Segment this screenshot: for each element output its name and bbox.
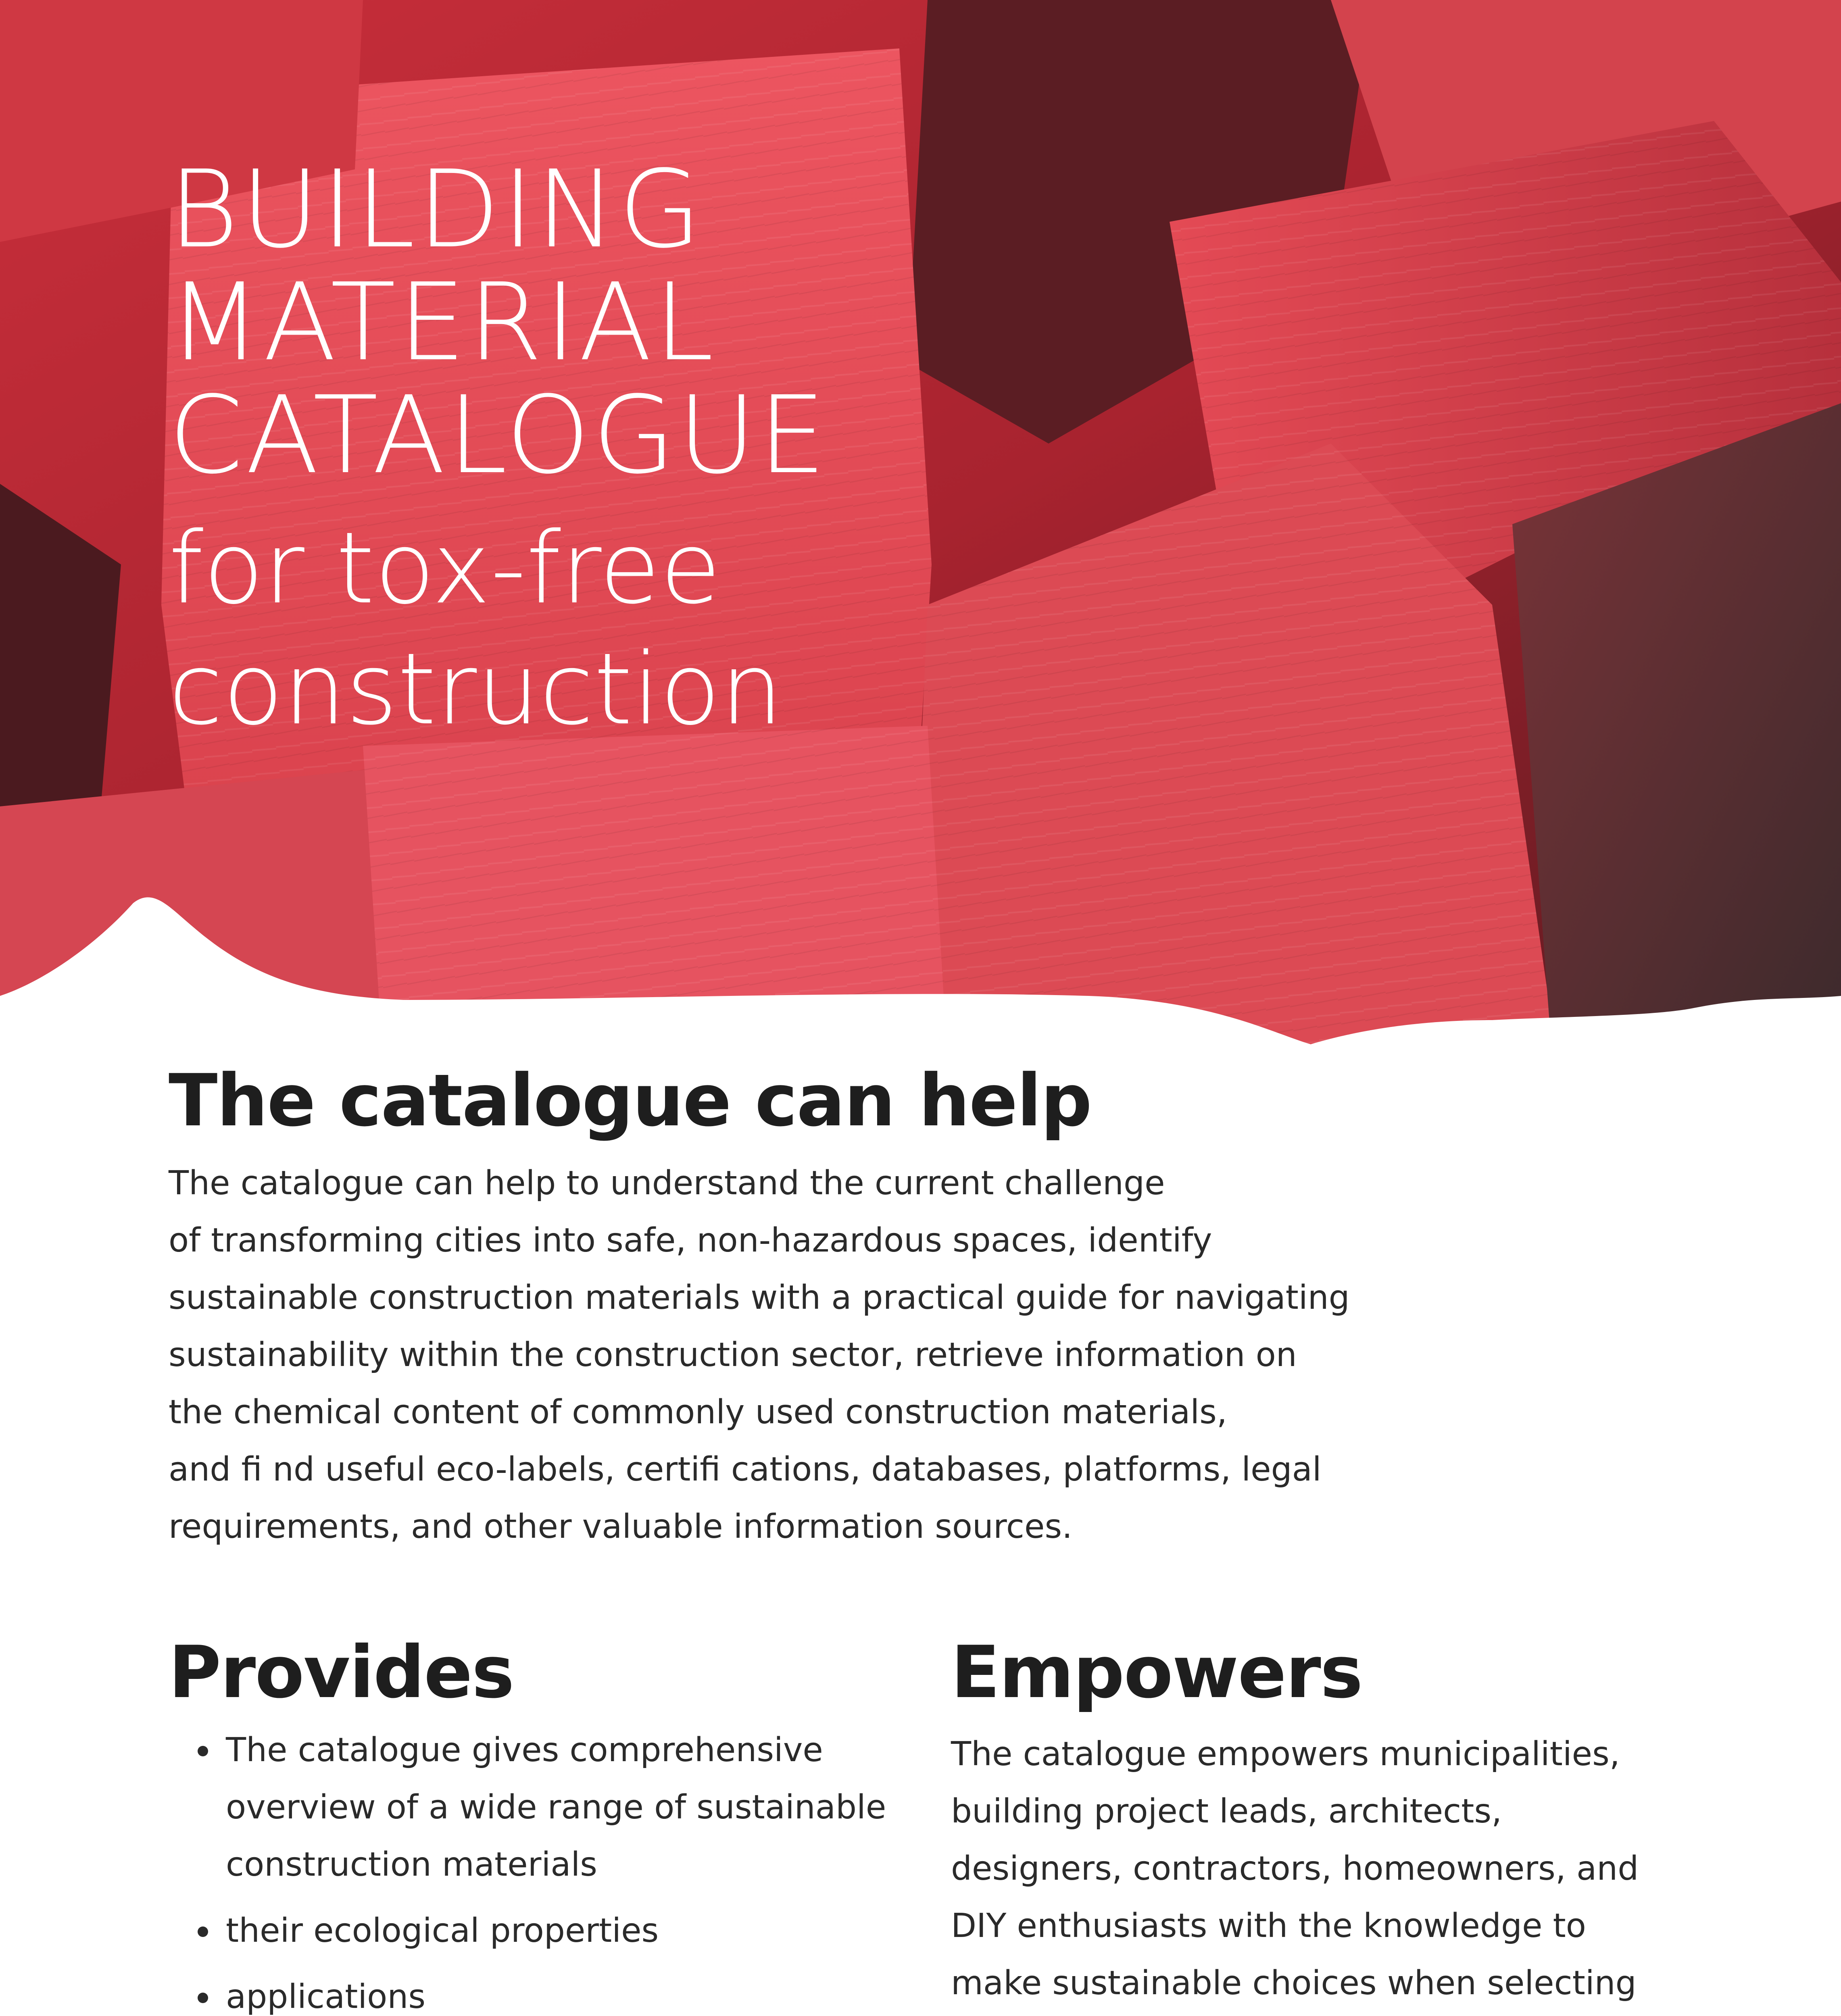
empowers-line: building project leads, architects, bbox=[951, 1792, 1502, 1831]
title-line: BUILDING bbox=[169, 148, 704, 272]
help-line: The catalogue can help to understand the current challenge bbox=[169, 1164, 1165, 1202]
hero-subtitle bbox=[169, 508, 828, 750]
empowers-line: DIY enthusiasts with the knowledge to bbox=[951, 1907, 1586, 1945]
provides-item: their ecological properties bbox=[194, 1902, 887, 1960]
help-paragraph bbox=[169, 1155, 1350, 1556]
provides-item: applications bbox=[194, 1968, 887, 2016]
help-line: requirements, and other valuable information sources. bbox=[169, 1508, 1073, 1546]
provides-heading: Provides bbox=[169, 1631, 514, 1714]
help-line: sustainable construction materials with a practical guide for navigating bbox=[169, 1279, 1350, 1317]
help-heading: The catalogue can help bbox=[169, 1059, 1091, 1142]
title-line: MATERIAL bbox=[169, 260, 716, 385]
empowers-heading: Empowers bbox=[951, 1631, 1362, 1714]
empowers-line: The catalogue empowers municipalities, bbox=[951, 1735, 1620, 1773]
provides-list bbox=[194, 1722, 887, 2016]
help-line: of transforming cities into safe, non-hazardous spaces, identify bbox=[169, 1221, 1212, 1260]
empowers-line bbox=[951, 2012, 1639, 2016]
title-line: CATALOGUE bbox=[169, 373, 828, 498]
empowers-paragraph bbox=[951, 1726, 1639, 2016]
help-line: the chemical content of commonly used construction materials, bbox=[169, 1393, 1227, 1431]
empowers-line: make sustainable choices when selecting bbox=[951, 1964, 1637, 2002]
subtitle-line: for tox-free bbox=[169, 511, 721, 626]
empowers-line: designers, contractors, homeowners, and bbox=[951, 1849, 1639, 1888]
help-line: and fi nd useful eco-labels, certifi cations, databases, platforms, legal bbox=[169, 1450, 1322, 1489]
subtitle-line: construction bbox=[169, 632, 783, 747]
hero-title bbox=[169, 148, 828, 750]
help-line: sustainability within the construction sector, retrieve information on bbox=[169, 1336, 1297, 1374]
provides-item: The catalogue gives comprehensive overview of a wide range of sustainable construction materials bbox=[194, 1722, 887, 1893]
